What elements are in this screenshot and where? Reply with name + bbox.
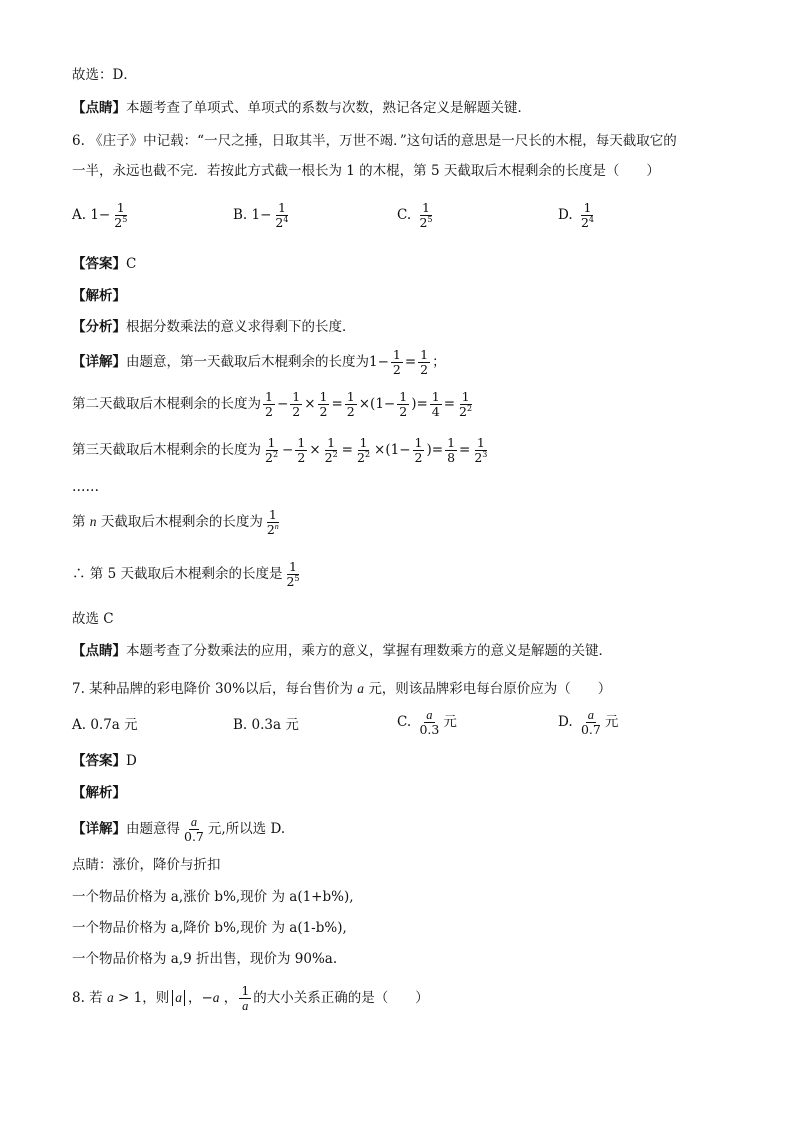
q6-option-b: B. 1− $\frac{1}{2^4}$ [233, 200, 289, 230]
q7-answer: 【答案】D [72, 753, 137, 769]
q6-option-c: C. $\frac{1}{2^5}$ [397, 200, 433, 230]
note-3: 一个物品价格为 a,降价 b%,现价 为 a(1-b%), [72, 920, 347, 936]
q6-choose: 故选 C [72, 611, 114, 627]
note-4: 一个物品价格为 a,9 折出售，现价为 90%a. [72, 951, 338, 967]
comment-text: 本题考查了单项式、单项式的系数与次数，熟记各定义是解题关键． [126, 100, 531, 116]
q6-detail-5: ∴ 第 5 天截取后木棍剩余的长度是 $\frac{1}{2^5}$ [72, 559, 300, 589]
comment-line [72, 99, 531, 117]
q6-detail-n: 第 n 天截取后木棍剩余的长度为 $\frac{1}{2^n}$ [72, 507, 279, 537]
note-1: 点睛：涨价，降价与折扣 [72, 857, 221, 873]
line-answer-d: 故选：D． [72, 67, 137, 83]
q6-fenxi: 【分析】根据分数乘法的意义求得剩下的长度． [72, 319, 356, 335]
q6-ellipsis: …… [72, 479, 99, 495]
q7-analysis-tag: 【解析】 [72, 785, 126, 801]
q7-option-c: C. $\frac{a}{0.3}$ 元 [397, 708, 457, 737]
q6-stem-1: 6. 《庄子》中记载：“一尺之捶，日取其半，万世不竭．”这句话的意思是一尺长的木棍，每天截取它的 [72, 133, 677, 149]
q6-stem-2: 一半，永远也截不完．若按此方式截一根长为 1 的木棍，第 5 天截取后木棍剩余的长度是（ ） [72, 163, 660, 179]
q6-detail-2: 第二天截取后木棍剩余的长度为 $\frac{1}{2}$ − $\frac{1}{2}$ × $\frac{1}{2}$ = $\frac{1}{2}$ ×(1− $\frac{1}{2}$ )= $\frac{1}{4}$ = $\frac{1}{2^2}$ [72, 389, 473, 419]
q6-option-d: D. $\frac{1}{2^4}$ [558, 200, 594, 230]
q8-stem: 8. 若 a > 1，则 a ，−a ， $\frac{1}{a}$ 的大小关系正确的是（ ） [72, 983, 429, 1013]
q7-stem: 7. 某种品牌的彩电降价 30%以后，每台售价为 a 元，则该品牌彩电每台原价应为（ ） [72, 681, 612, 697]
q6-detail-3: 第三天截取后木棍剩余的长度为 $\frac{1}{2^2}$ − $\frac{1}{2}$ × $\frac{1}{2^2}$ = $\frac{1}{2^2}$ ×(1− $\frac{1}{2}$ )= $\frac{1}{8}$ = $\frac{1}{2^3}$ [72, 435, 488, 465]
q6-option-a: A. 1− $\frac{1}{2^5}$ [72, 200, 128, 230]
q6-analysis-tag: 【解析】 [72, 288, 126, 304]
q7-detail: 【详解】由题意得 $\frac{a}{0.7}$ 元,所以选 D. [72, 815, 286, 844]
q6-answer: 【答案】C [72, 256, 137, 272]
note-2: 一个物品价格为 a,涨价 b%,现价 为 a(1+b%), [72, 889, 354, 905]
q7-option-d: D. $\frac{a}{0.7}$ 元 [558, 708, 619, 737]
q7-option-a: A. 0.7a 元 [72, 717, 138, 733]
q6-comment: 【点睛】本题考查了分数乘法的应用，乘方的意义，掌握有理数乘方的意义是解题的关键． [72, 643, 612, 659]
q6-detail-1: 【详解】由题意，第一天截取后木棍剩余的长度为1− $\frac{1}{2}$ = $\frac{1}{2}$ ； [72, 347, 446, 377]
q7-option-b: B. 0.3a 元 [233, 717, 299, 733]
comment-tag: 【点睛】 [72, 100, 126, 116]
